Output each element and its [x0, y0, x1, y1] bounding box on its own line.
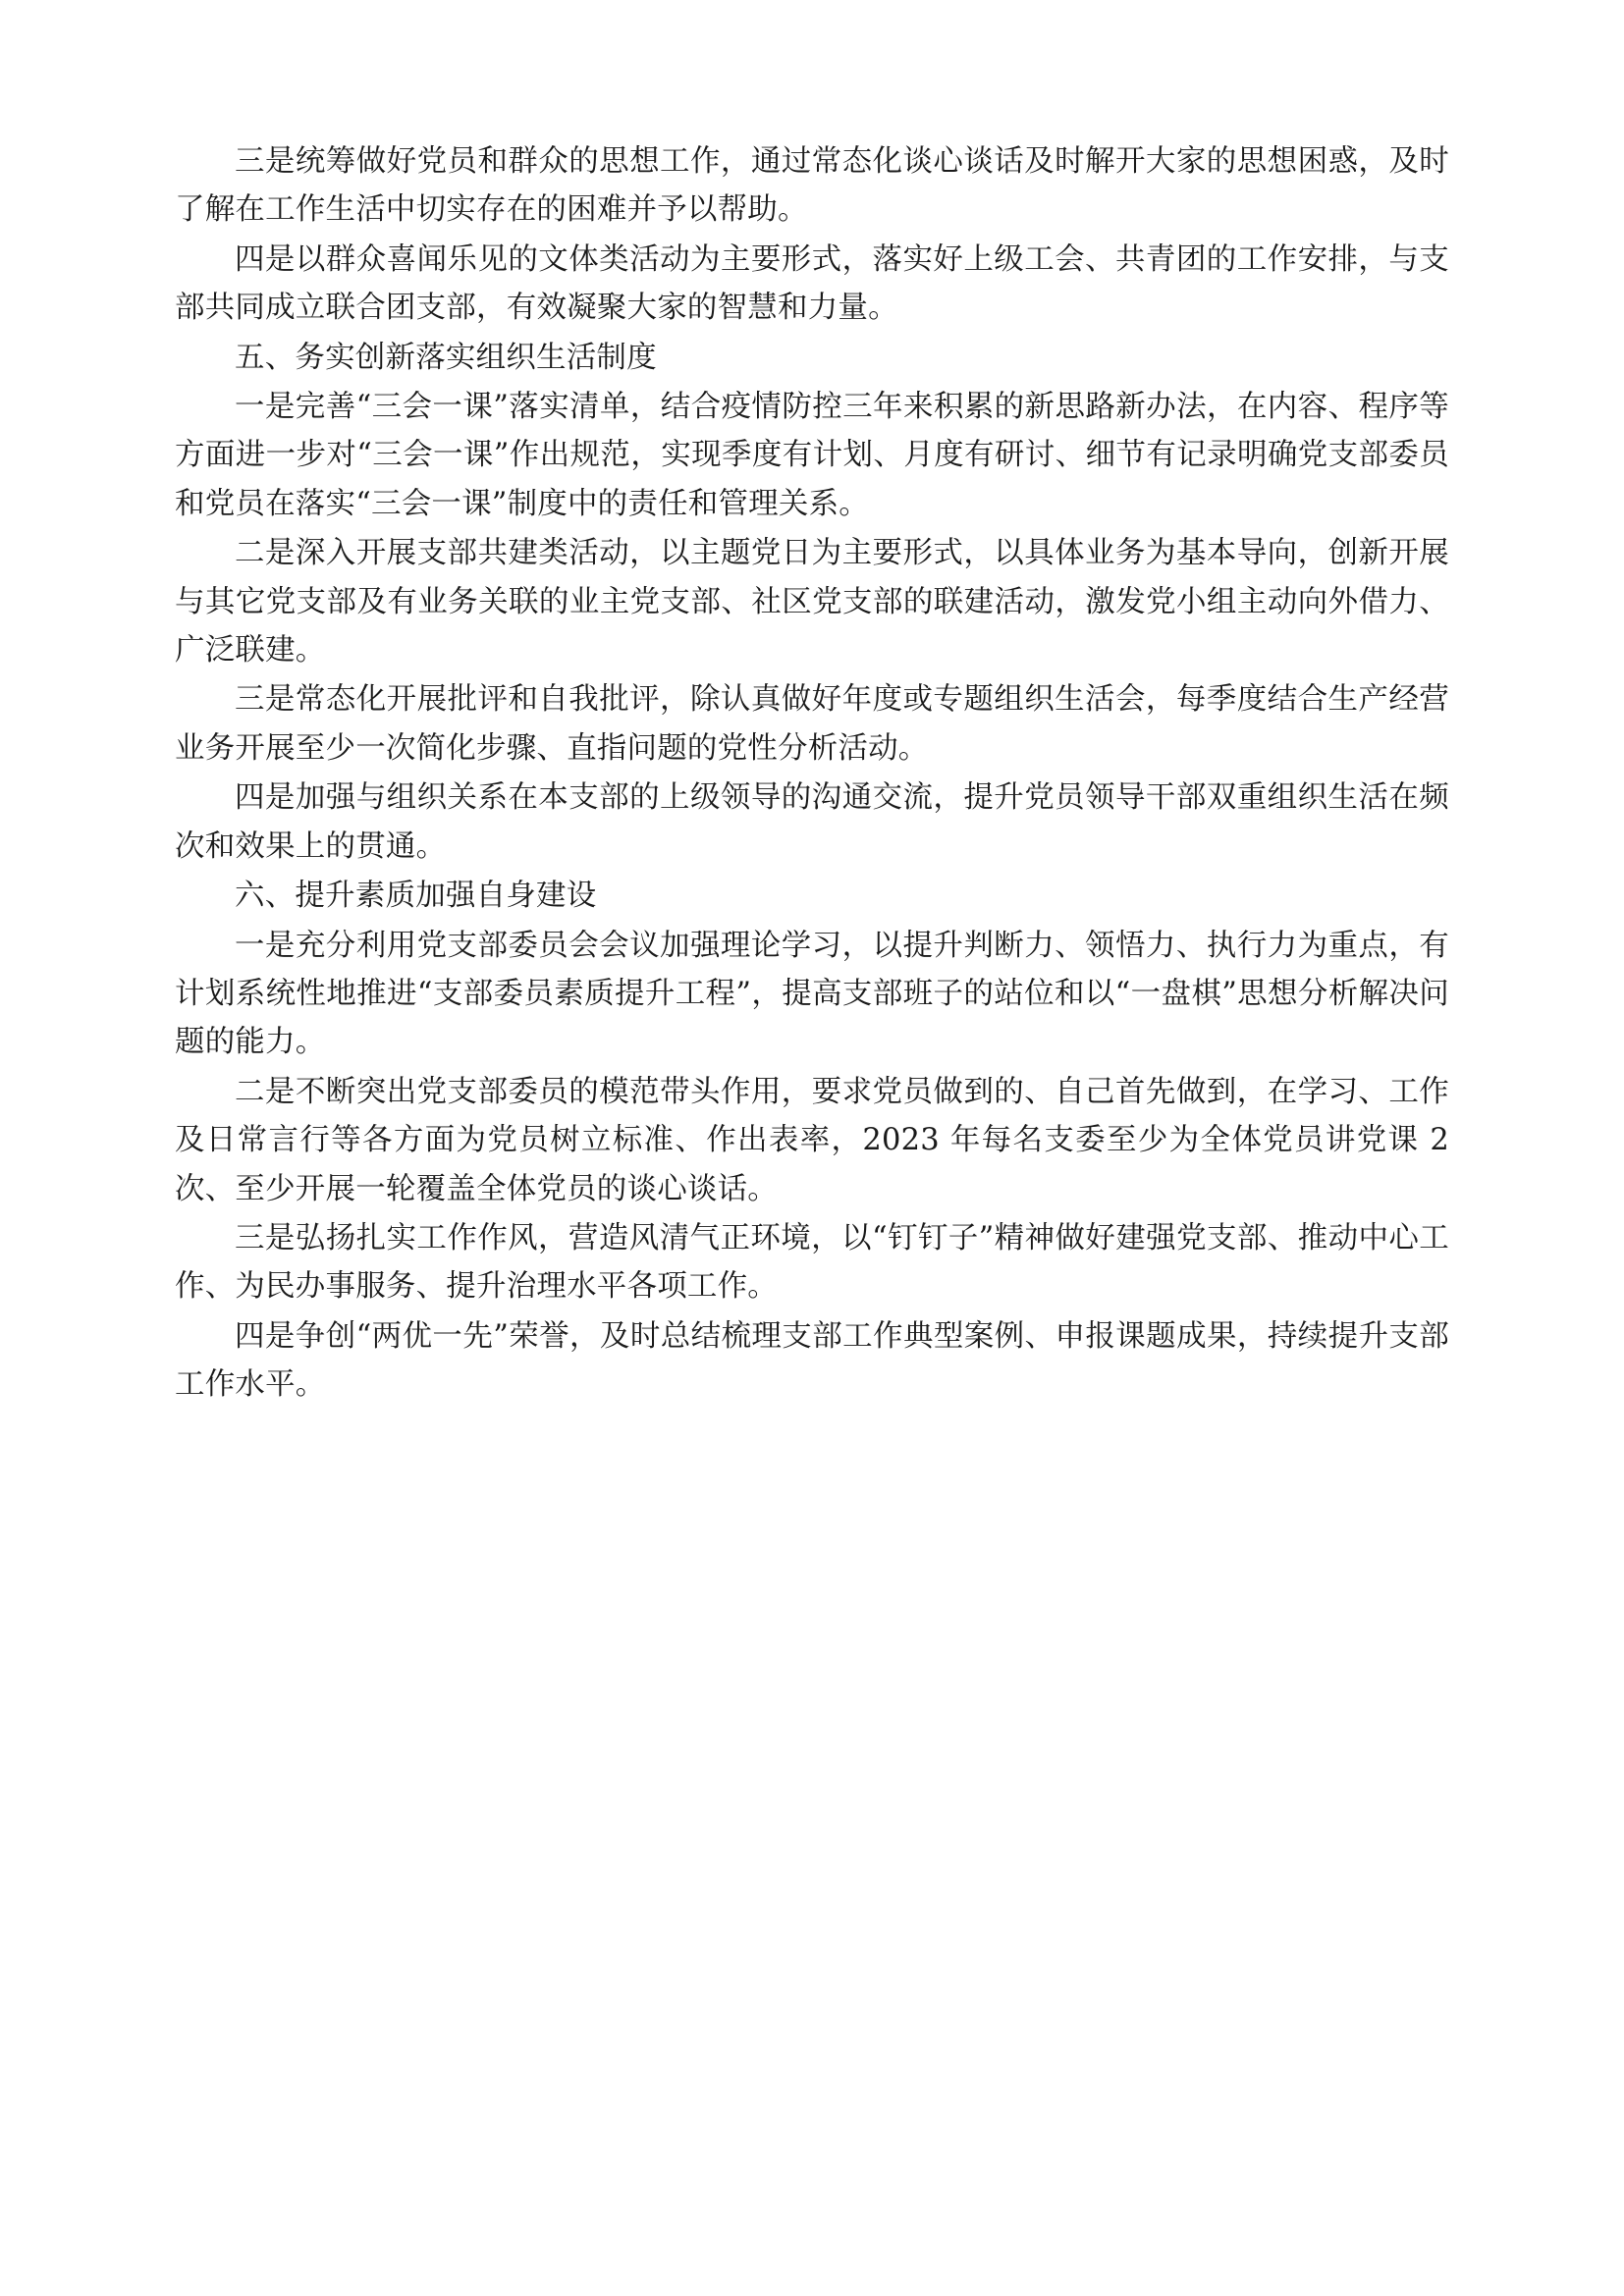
paragraph: 四是争创“两优一先”荣誉，及时总结梳理支部工作典型案例、申报课题成果，持续提升支部工作水平。 — [175, 1318, 1449, 1403]
paragraph: 三是常态化开展批评和自我批评，除认真做好年度或专题组织生活会，每季度结合生产经营业务开展至少一次简化步骤、直指问题的党性分析活动。 — [175, 682, 1449, 766]
section-heading: 五、务实创新落实组织生活制度 — [235, 340, 657, 375]
paragraph: 二是不断突出党支部委员的模范带头作用，要求党员做到的、自己首先做到，在学习、工作及日常言行等各方面为党员树立标准、作出表率，2023 年每名支委至少为全体党员讲党课 2 次、至少开展一轮覆盖全体党员的谈心谈话。 — [175, 1074, 1449, 1206]
paragraph: 四是以群众喜闻乐见的文体类活动为主要形式，落实好上级工会、共青团的工作安排，与支部共同成立联合团支部，有效凝聚大家的智慧和力量。 — [175, 241, 1449, 326]
paragraph: 四是加强与组织关系在本支部的上级领导的沟通交流，提升党员领导干部双重组织生活在频次和效果上的贯通。 — [175, 780, 1449, 864]
section-heading: 六、提升素质加强自身建设 — [235, 879, 597, 914]
paragraph: 二是深入开展支部共建类活动，以主题党日为主要形式，以具体业务为基本导向，创新开展与其它党支部及有业务关联的业主党支部、社区党支部的联建活动，激发党小组主动向外借力、广泛联建。 — [175, 536, 1449, 668]
paragraph: 三是弘扬扎实工作作风，营造风清气正环境，以“钉钉子”精神做好建强党支部、推动中心工作、为民办事服务、提升治理水平各项工作。 — [175, 1220, 1449, 1305]
paragraph: 一是完善“三会一课”落实清单，结合疫情防控三年来积累的新思路新办法，在内容、程序等方面进一步对“三会一课”作出规范，实现季度有计划、月度有研讨、细节有记录明确党支部委员和党员在落实“三会一课”制度中的责任和管理关系。 — [175, 390, 1449, 521]
paragraph: 一是充分利用党支部委员会会议加强理论学习，以提升判断力、领悟力、执行力为重点，有计划系统性地推进“支部委员素质提升工程”，提高支部班子的站位和以“一盘棋”思想分析解决问题的能力。 — [175, 928, 1449, 1060]
document-body — [175, 137, 1449, 1410]
paragraph: 三是统筹做好党员和群众的思想工作，通过常态化谈心谈话及时解开大家的思想困惑，及时了解在工作生活中切实存在的困难并予以帮助。 — [175, 144, 1449, 228]
